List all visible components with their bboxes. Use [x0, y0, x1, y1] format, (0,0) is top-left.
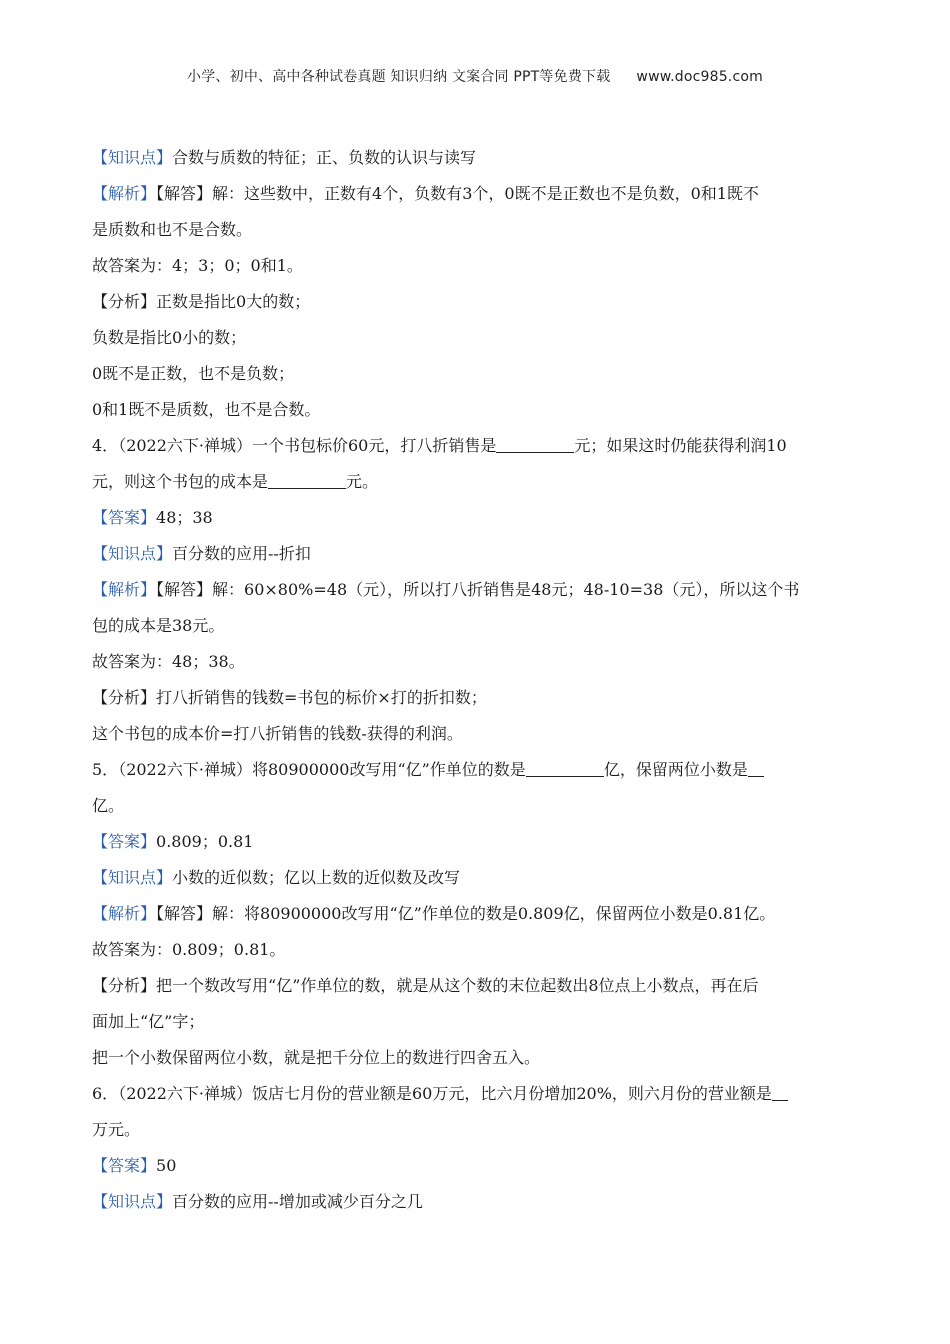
q4-number: 4．	[92, 436, 119, 455]
q4-review-line	[92, 680, 862, 716]
q5-review-3: 把一个小数保留两位小数，就是把千分位上的数进行四舍五入。	[92, 1048, 541, 1067]
q3-review-3: 0既不是正数，也不是负数；	[92, 364, 295, 383]
q6-answer: 50	[156, 1156, 177, 1175]
q3-review-1: 正数是指比0大的数；	[156, 292, 311, 311]
q4-analysis-line	[92, 572, 862, 608]
q5-review-1: 把一个数改写用“亿”作单位的数，就是从这个数的末位起数出8位点上小数点，再在后	[156, 976, 759, 995]
analysis-tag: 【解析】	[92, 580, 157, 599]
q4-final-answer: 故答案为：48；38。	[92, 652, 245, 671]
q3-review-2: 负数是指比0小的数；	[92, 328, 247, 347]
q3-review-4: 0和1既不是质数，也不是合数。	[92, 400, 321, 419]
q6-stem-line-2: 万元。	[92, 1120, 141, 1139]
q4-stem-a: 一个书包标价60元，打八折销售是	[252, 436, 497, 455]
header-text: 小学、初中、高中各种试卷真题 知识归纳 文案合同 PPT等免费下载	[187, 69, 611, 85]
q5-source: （2022六下·禅城）	[118, 760, 252, 779]
header-site: www.doc985.com	[636, 69, 763, 85]
knowledge-tag: 【知识点】	[92, 1192, 173, 1211]
q4-review-1: 打八折销售的钱数=书包的标价×打的折扣数；	[156, 688, 487, 707]
q5-answer: 0.809；0.81	[156, 832, 254, 851]
analysis-tag: 【解析】	[92, 184, 157, 203]
q4-analysis-1: 解：60×80%=48（元），所以打八折销售是48元；48-10=38（元），所以这个书	[212, 580, 800, 599]
q5-final-answer: 故答案为：0.809；0.81。	[92, 940, 286, 959]
q6-stem-a: 饭店七月份的营业额是60万元，比六月份增加20%，则六月份的营业额是	[252, 1084, 772, 1103]
knowledge-tag: 【知识点】	[92, 868, 173, 887]
q4-answer: 48；38	[156, 508, 213, 527]
q5-stem-b: 亿，保留两位小数是	[603, 760, 748, 779]
solution-tag: 【解答】	[156, 184, 213, 203]
q4-stem-line-2	[92, 464, 862, 500]
q5-stem-a: 将80900000改写用“亿”作单位的数是	[252, 760, 526, 779]
q3-final-answer: 故答案为：4；3；0；0和1。	[92, 256, 303, 275]
answer-blank	[772, 1082, 788, 1101]
q5-analysis-line	[92, 896, 862, 932]
q3-analysis-1: 解：这些数中，正数有4个，负数有3个，0既不是正数也不是负数，0和1既不	[212, 184, 759, 203]
solution-tag: 【解答】	[156, 580, 213, 599]
q5-stem-line-2: 亿。	[92, 796, 125, 815]
q6-number: 6．	[92, 1084, 119, 1103]
q6-stem-line	[92, 1076, 862, 1112]
knowledge-tag: 【知识点】	[92, 148, 173, 167]
q3-review-line	[92, 284, 862, 320]
q5-review-line	[92, 968, 862, 1004]
q4-stem-b: 元；如果这时仍能获得利润10	[574, 436, 787, 455]
q6-answer-line	[92, 1148, 862, 1184]
q3-analysis-line-2: 是质数和也不是合数。	[92, 220, 253, 239]
answer-tag: 【答案】	[92, 1156, 157, 1175]
answer-blank	[526, 758, 604, 777]
answer-tag: 【答案】	[92, 508, 157, 527]
q5-analysis-1: 解：将80900000改写用“亿”作单位的数是0.809亿，保留两位小数是0.81亿。	[212, 904, 776, 923]
q6-knowledge-line	[92, 1184, 862, 1220]
q4-knowledge-line	[92, 536, 862, 572]
q4-knowledge: 百分数的应用--折扣	[172, 544, 311, 563]
q4-analysis-line-2: 包的成本是38元。	[92, 616, 225, 635]
review-tag: 【分析】	[92, 688, 157, 707]
answer-tag: 【答案】	[92, 832, 157, 851]
review-tag: 【分析】	[92, 292, 157, 311]
q4-stem-d: 元。	[346, 472, 379, 491]
q4-stem-c: 元，则这个书包的成本是	[92, 472, 269, 491]
q6-source: （2022六下·禅城）	[118, 1084, 252, 1103]
document-body	[92, 140, 862, 1220]
answer-blank	[268, 470, 346, 489]
q5-number: 5．	[92, 760, 119, 779]
q3-knowledge-line	[92, 140, 862, 176]
q4-review-2: 这个书包的成本价=打八折销售的钱数-获得的利润。	[92, 724, 463, 743]
knowledge-tag: 【知识点】	[92, 544, 173, 563]
q5-review-2: 面加上“亿”字；	[92, 1012, 205, 1031]
answer-blank	[748, 758, 764, 777]
q5-knowledge-line	[92, 860, 862, 896]
analysis-tag: 【解析】	[92, 904, 157, 923]
q3-knowledge: 合数与质数的特征；正、负数的认识与读写	[172, 148, 477, 167]
q3-analysis-line	[92, 176, 862, 212]
q5-stem-line	[92, 752, 862, 788]
page-header	[0, 66, 950, 86]
answer-blank	[496, 434, 574, 453]
solution-tag: 【解答】	[156, 904, 213, 923]
review-tag: 【分析】	[92, 976, 157, 995]
q4-stem-line	[92, 428, 862, 464]
q5-answer-line	[92, 824, 862, 860]
q6-knowledge: 百分数的应用--增加或减少百分之几	[172, 1192, 423, 1211]
q4-answer-line	[92, 500, 862, 536]
q4-source: （2022六下·禅城）	[118, 436, 252, 455]
q5-knowledge: 小数的近似数；亿以上数的近似数及改写	[172, 868, 461, 887]
